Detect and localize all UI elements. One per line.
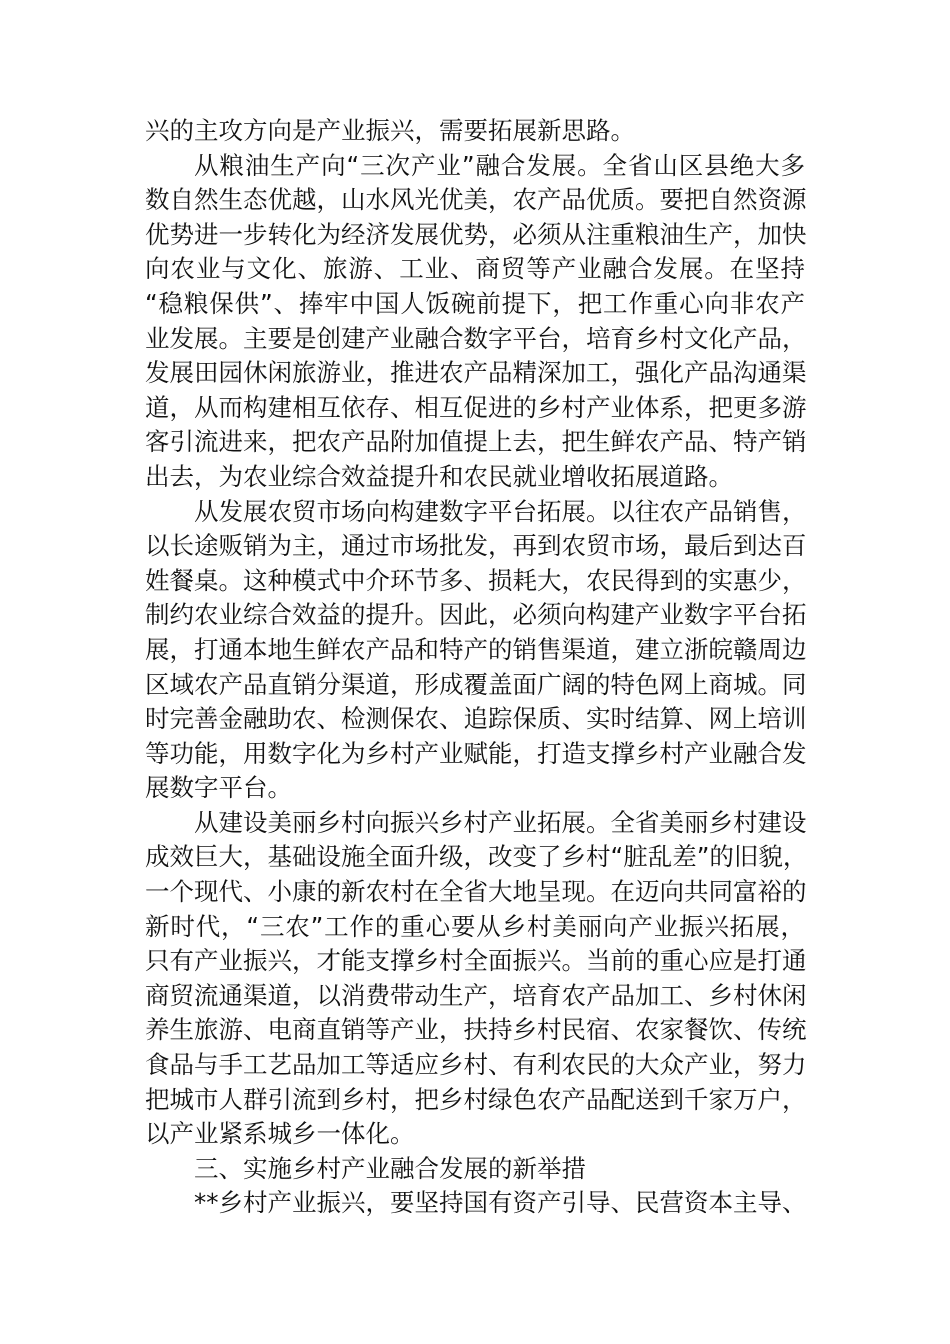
text-line: 发展田园休闲旅游业，推进农产品精深加工，强化产品沟通渠 [145, 358, 807, 388]
text-line: 以产业紧系城乡一体化。 [145, 1119, 415, 1149]
text-line: 从建设美丽乡村向振兴乡村产业拓展。全省美丽乡村建设 [194, 807, 807, 837]
text-line: 优势进一步转化为经济发展优势，必须从注重粮油生产，加快 [145, 219, 807, 249]
text-line: 道，从而构建相互依存、相互促进的乡村产业体系，把更多游 [145, 392, 807, 422]
text-line: 兴的主攻方向是产业振兴，需要拓展新思路。 [145, 116, 635, 145]
text-line: 一个现代、小康的新农村在全省大地呈现。在迈向共同富裕的 [145, 877, 807, 907]
text-line: 时完善金融助农、检测保农、追踪保质、实时结算、网上培训 [145, 704, 807, 734]
text-line: 从粮油生产向“三次产业”融合发展。全省山区县绝大多 [194, 150, 805, 180]
text-line: 把城市人群引流到乡村，把乡村绿色农产品配送到千家万户， [145, 1084, 807, 1114]
text-line: 只有产业振兴，才能支撑乡村全面振兴。当前的重心应是打通 [145, 946, 807, 976]
text-line: 等功能，用数字化为乡村产业赋能，打造支撑乡村产业融合发 [145, 738, 807, 768]
text-line: 数自然生态优越，山水风光优美，农产品优质。要把自然资源 [145, 185, 807, 215]
text-line: 以长途贩销为主，通过市场批发，再到农贸市场，最后到达百 [145, 531, 807, 561]
text-line: 从发展农贸市场向构建数字平台拓展。以往农产品销售， [194, 496, 807, 526]
text-line: 业发展。主要是创建产业融合数字平台，培育乡村文化产品， [145, 323, 807, 353]
document-body [145, 114, 808, 1221]
text-line: 养生旅游、电商直销等产业，扶持乡村民宿、农家餐饮、传统 [145, 1015, 807, 1045]
text-line: **乡村产业振兴，要坚持国有资产引导、民营资本主导、 [194, 1188, 807, 1218]
text-line: 制约农业综合效益的提升。因此，必须向构建产业数字平台拓 [145, 600, 807, 630]
text-line: 食品与手工艺品加工等适应乡村、有利农民的大众产业，努力 [145, 1050, 807, 1080]
text-line: “稳粮保供”、捧牢中国人饭碗前提下，把工作重心向非农产 [145, 288, 805, 318]
text-line: 商贸流通渠道，以消费带动生产，培育农产品加工、乡村休闲 [145, 980, 807, 1010]
text-line: 客引流进来，把农产品附加值提上去，把生鲜农产品、特产销 [145, 427, 807, 457]
text-line: 展数字平台。 [145, 773, 292, 803]
text-line: 姓餐桌。这种模式中介环节多、损耗大，农民得到的实惠少， [145, 565, 807, 595]
text-line: 三、实施乡村产业融合发展的新举措 [194, 1153, 586, 1183]
text-line: 区域农产品直销分渠道，形成覆盖面广阔的特色网上商城。同 [145, 669, 807, 699]
text-line: 出去，为农业综合效益提升和农民就业增收拓展道路。 [145, 461, 733, 491]
text-line: 向农业与文化、旅游、工业、商贸等产业融合发展。在坚持 [145, 254, 805, 284]
text-line: 成效巨大，基础设施全面升级，改变了乡村“脏乱差”的旧貌， [145, 842, 808, 872]
text-line: 新时代，“三农”工作的重心要从乡村美丽向产业振兴拓展， [145, 911, 805, 941]
text-line: 展，打通本地生鲜农产品和特产的销售渠道，建立浙皖赣周边 [145, 634, 807, 664]
